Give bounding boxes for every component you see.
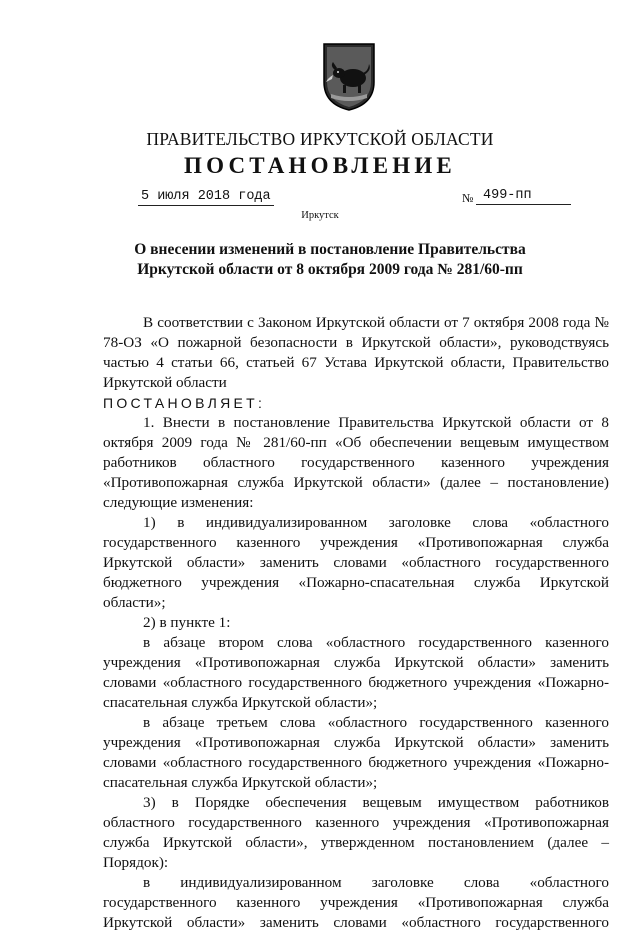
paragraph-1-3: 3) в Порядке обеспечения вещевым имуществом работников областного государственного казенного учреждения «Противопожарная служба Иркутской области», утвержденном постановлением (далее – Порядок):: [103, 794, 609, 871]
government-name: ПРАВИТЕЛЬСТВО ИРКУТСКОЙ ОБЛАСТИ: [146, 129, 494, 149]
document-title: О внесении изменений в постановление Правительства Иркутской области от 8 октября 2009 года № 281/60-пп: [134, 241, 526, 278]
document-city: Иркутск: [301, 210, 339, 221]
paragraph-1-2: 2) в пункте 1:: [143, 614, 231, 631]
document-date: 5 июля 2018 года: [138, 189, 274, 206]
document-body: [103, 313, 609, 933]
paragraph-1: 1. Внести в постановление Правительства Иркутской области от 8 октября 2009 года № 281/60-пп «Об обеспечении вещевым имуществом работников областного государственного казенного учреждения «Противопожарная служба Иркутской области» (далее – постановление) следующие изменения:: [103, 414, 609, 511]
irkutsk-coat-of-arms-icon: [322, 42, 376, 112]
preamble-paragraph: В соответствии с Законом Иркутской области от 7 октября 2008 года № 78-ОЗ «О пожарной безопасности в Иркутской области», руководствуясь частью 4 статьи 66, статьей 67 Устава Иркутской области, Правительство Иркутской области: [103, 314, 609, 391]
resolves-heading: ПОСТАНОВЛЯЕТ:: [103, 395, 266, 411]
document-type: ПОСТАНОВЛЕНИЕ: [184, 153, 456, 178]
paragraph-1-2-a: в абзаце втором слова «областного государственного казенного учреждения «Противопожарная служба Иркутской области» заменить словами «областного государственного бюджетного учреждения «Пожарно-спасательная служба Иркутской области»;: [103, 634, 609, 711]
paragraph-1-1: 1) в индивидуализированном заголовке слова «областного государственного казенного учреждения «Противопожарная служба Иркутской области» заменить словами «областного государственного бюджетного учреждения «Пожарно-спасательная служба Иркутской области»;: [103, 514, 609, 611]
number-label: №: [462, 191, 474, 205]
paragraph-1-2-b: в абзаце третьем слова «областного государственного казенного учреждения «Противопожарная служба Иркутской области» заменить словами «областного государственного бюджетного учреждения «Пожарно-спасательная служба Иркутской области»;: [103, 714, 609, 791]
document-number: 499-пп: [476, 188, 571, 205]
paragraph-1-3-a: в индивидуализированном заголовке слова «областного государственного казенного учреждения «Противопожарная служба Иркутской области» заменить словами «областного государственного: [103, 874, 609, 931]
